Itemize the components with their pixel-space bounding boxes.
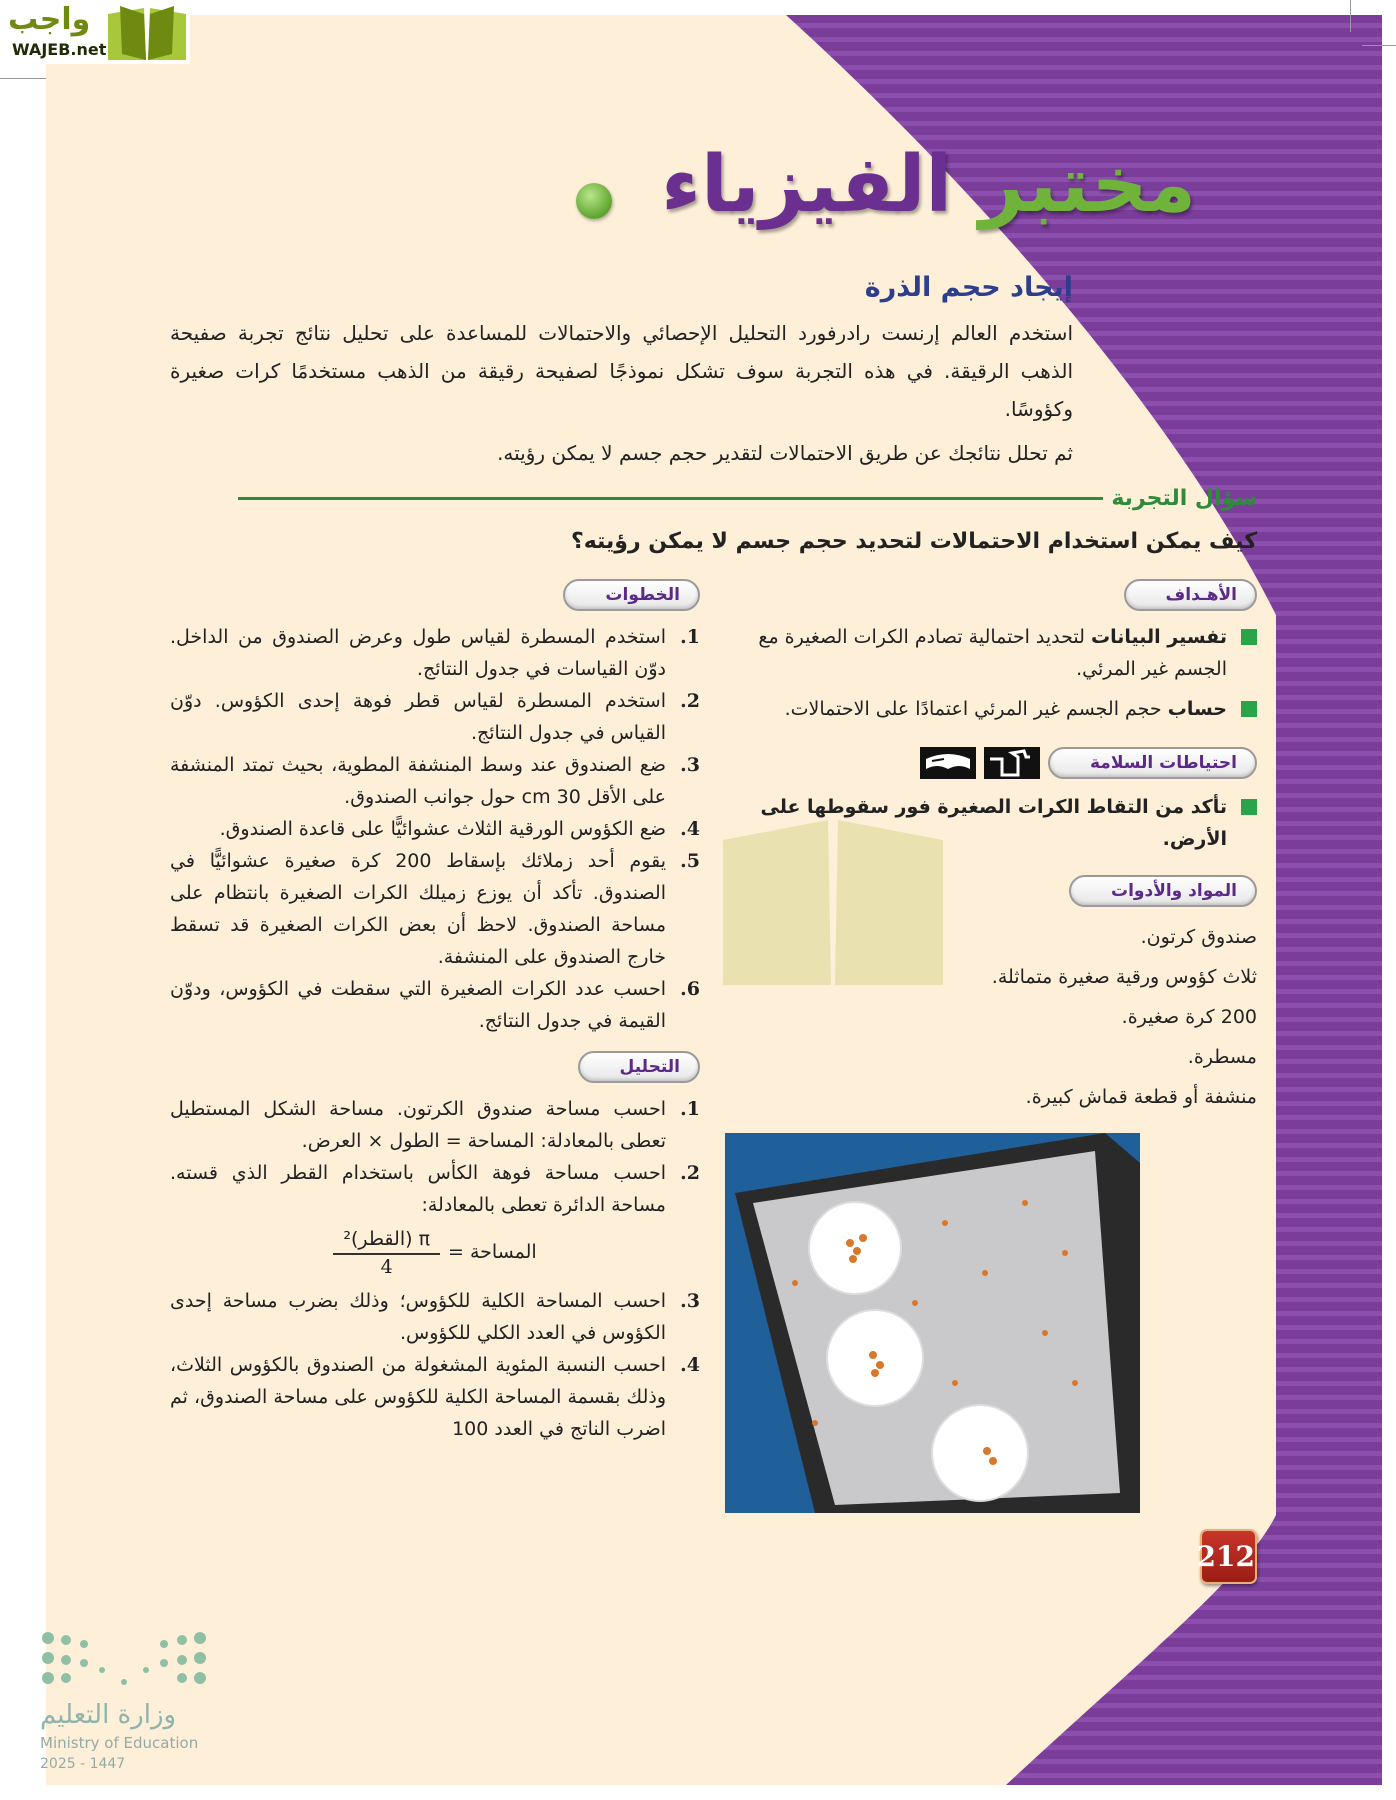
lab-subtitle: إيجاد حجم الذرة	[864, 272, 1073, 303]
right-column	[725, 573, 1257, 1584]
analysis-list	[170, 1093, 700, 1445]
goal-item	[725, 621, 1257, 685]
green-bullet-icon	[576, 183, 612, 219]
formula-lhs: المساحة =	[448, 1241, 537, 1263]
academic-year: 2025 - 1447	[40, 1756, 126, 1772]
wajeb-logo	[0, 0, 190, 64]
goggles-icon	[920, 747, 976, 779]
safety-heading: احتياطات السلامة	[1048, 747, 1257, 779]
steps-heading: الخطوات	[563, 579, 700, 611]
analysis-item	[170, 1093, 700, 1157]
circle-area-formula	[170, 1225, 700, 1279]
goal-text: لتحديد احتمالية تصادم الكرات الصغيرة مع الجسم غير المرئي.	[758, 626, 1227, 680]
material-item: ثلاث كؤوس ورقية صغيرة متماثلة.	[991, 966, 1257, 988]
experiment-question-heading: سؤال التجربة	[1111, 486, 1257, 511]
analysis-text: احسب النسبة المئوية المشغولة من الصندوق بالكؤوس الثلاث، وذلك بقسمة المساحة الكلية للكؤوس على مساحة الصندوق، ثم اضرب الناتج في العدد 100	[170, 1354, 666, 1440]
green-square-bullet-icon	[1241, 701, 1257, 717]
green-square-bullet-icon	[1241, 799, 1257, 815]
step-number: 6.	[680, 978, 700, 1000]
logo-english: WAJEB.net	[12, 40, 107, 59]
material-item: 200 كرة صغيرة.	[1121, 1006, 1257, 1028]
step-text: استخدم المسطرة لقياس طول وعرض الصندوق من الداخل. دوّن القياسات في جدول النتائج.	[170, 626, 666, 680]
lab-content	[170, 268, 1257, 1584]
ministry-name-arabic: وزارة التعليم	[40, 1700, 177, 1730]
intro-paragraph-2: ثم تحلل نتائجك عن طريق الاحتمالات لتقدير حجم جسم لا يمكن رؤيته.	[497, 441, 1073, 465]
material-item: منشفة أو قطعة قماش كبيرة.	[1025, 1086, 1257, 1108]
analysis-item	[170, 1157, 700, 1221]
title-part-purple: الفيزياء	[661, 140, 953, 230]
goal-keyword: تفسير البيانات	[1091, 626, 1227, 648]
book-logo-icon	[106, 4, 188, 62]
material-item: مسطرة.	[1187, 1046, 1257, 1068]
step-text: احسب عدد الكرات الصغيرة التي سقطت في الكؤوس، ودوّن القيمة في جدول النتائج.	[170, 978, 666, 1032]
left-column	[170, 573, 700, 1584]
step-item	[170, 621, 700, 685]
intro-paragraph: استخدم العالم إرنست رادرفورد التحليل الإحصائي والاحتمالات للمساعدة على تحليل نتائج تجربة صفيحة الذهب الرقيقة. في هذه التجربة سوف تشكل نموذجًا لصفيحة رقيقة من الذهب مستخدمًا كرات صغيرة وكؤوسًا.	[170, 321, 1073, 421]
step-text: ضع الكؤوس الورقية الثلاث عشوائيًّا على قاعدة الصندوق.	[219, 818, 666, 840]
steps-list	[170, 621, 700, 1037]
step-number: 5.	[680, 850, 700, 872]
step-item	[170, 685, 700, 749]
step-item	[170, 749, 700, 813]
step-item	[170, 973, 700, 1037]
goal-keyword: حساب	[1167, 698, 1227, 720]
formula-denominator: 4	[380, 1256, 393, 1278]
step-number: 4.	[680, 818, 700, 840]
analysis-number: 1.	[680, 1098, 700, 1120]
crop-mark	[0, 78, 46, 79]
experiment-photo	[725, 1133, 1140, 1513]
step-number: 1.	[680, 626, 700, 648]
step-number: 2.	[680, 690, 700, 712]
safety-heading-row	[725, 747, 1257, 779]
crop-mark	[1362, 45, 1396, 46]
logo-arabic: واجب	[8, 2, 91, 37]
section-divider	[238, 497, 1103, 500]
materials-heading: المواد والأدوات	[1069, 875, 1257, 907]
page-number: 212	[1200, 1529, 1257, 1584]
analysis-text: احسب مساحة فوهة الكأس باستخدام القطر الذي قسته. مساحة الدائرة تعطى بالمعادلة:	[170, 1162, 666, 1216]
step-item	[170, 813, 700, 845]
materials-list	[725, 917, 1257, 1117]
crop-mark	[1350, 0, 1351, 32]
ministry-dots-logo-icon	[40, 1630, 210, 1690]
goal-text: حجم الجسم غير المرئي اعتمادًا على الاحتمالات.	[784, 698, 1168, 720]
goal-item	[725, 693, 1257, 725]
hazard-icon	[984, 747, 1040, 779]
material-item: صندوق كرتون.	[1140, 926, 1257, 948]
analysis-number: 4.	[680, 1354, 700, 1376]
experiment-question-section	[170, 486, 1257, 511]
analysis-item	[170, 1349, 700, 1445]
analysis-number: 3.	[680, 1290, 700, 1312]
step-item	[170, 845, 700, 973]
two-column-body	[170, 573, 1257, 1584]
safety-note	[725, 791, 1257, 855]
goals-heading: الأهـداف	[1124, 579, 1257, 611]
analysis-item	[170, 1285, 700, 1349]
analysis-heading: التحليل	[578, 1051, 700, 1083]
step-text: استخدم المسطرة لقياس قطر فوهة إحدى الكؤوس. دوّن القياس في جدول النتائج.	[170, 690, 666, 744]
step-text: ضع الصندوق عند وسط المنشفة المطوية، بحيث تمتد المنشفة على الأقل 30 cm حول جوانب الصندوق.	[170, 754, 666, 808]
safety-text: تأكد من التقاط الكرات الصغيرة فور سقوطها على الأرض.	[760, 796, 1227, 850]
title-part-green: مختبر	[979, 140, 1196, 230]
analysis-text: احسب المساحة الكلية للكؤوس؛ وذلك بضرب مساحة إحدى الكؤوس في العدد الكلي للكؤوس.	[170, 1290, 666, 1344]
page-title	[661, 140, 1196, 230]
analysis-number: 2.	[680, 1162, 700, 1184]
formula-numerator: π (القطر)²	[333, 1225, 440, 1255]
ministry-name-english: Ministry of Education	[40, 1734, 199, 1752]
step-text: يقوم أحد زملائك بإسقاط 200 كرة صغيرة عشوائيًّا في الصندوق. تأكد أن يوزع زميلك الكرات الصغيرة بانتظام على مساحة الصندوق. لاحظ أن بعض الكرات الصغيرة قد تسقط خارج الصندوق على المنشفة.	[170, 850, 666, 968]
analysis-text: احسب مساحة صندوق الكرتون. مساحة الشكل المستطيل تعطى بالمعادلة: المساحة = الطول × العرض.	[170, 1098, 666, 1152]
step-number: 3.	[680, 754, 700, 776]
experiment-question: كيف يمكن استخدام الاحتمالات لتحديد حجم جسم لا يمكن رؤيته؟	[570, 529, 1257, 554]
green-square-bullet-icon	[1241, 629, 1257, 645]
